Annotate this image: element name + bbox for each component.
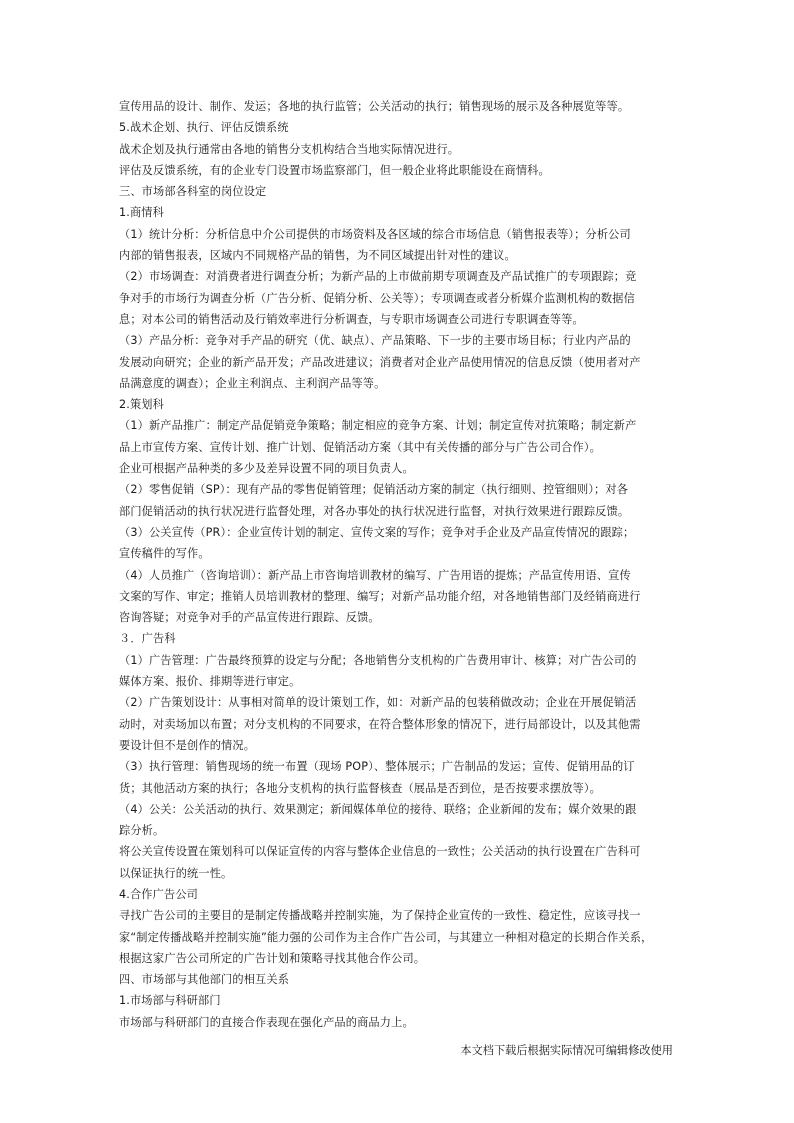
text-line: （1）统计分析：分析信息中介公司提供的市场资料及各区域的综合市场信息（销售报表等）；分析公司: [119, 227, 631, 241]
text-line: （2）市场调查：对消费者进行调查分析；为新产品的上市做前期专项调查及产品试推广的专项跟踪；竞: [119, 270, 637, 284]
text-line: 以保证执行的统一性。: [119, 866, 233, 880]
section-heading: ３．广告科: [119, 632, 176, 646]
section-heading: 2.策划科: [119, 398, 164, 412]
text-line: （4）人员推广（咨询培训）：新产品上市咨询培训教材的编写、广告用语的提炼；产品宣传用语、宣传: [119, 568, 631, 582]
text-line: （2）广告策划设计：从事相对简单的设计策划工作，如：对新产品的包装稍做改动；企业在开展促销活: [119, 696, 637, 710]
text-line: 宣传稿件的写作。: [119, 547, 210, 561]
text-line: 媒体方案、报价、排期等进行审定。: [119, 675, 301, 689]
text-line: 咨询答疑；对竞争对手的产品宣传进行跟踪、反馈。: [119, 611, 380, 625]
text-line: 品满意度的调查）；企业主利润点、主利润产品等等。: [119, 376, 386, 390]
text-line: （4）公关：公关活动的执行、效果测定；新闻媒体单位的接待、联络；企业新闻的发布；媒介效果的跟: [119, 802, 637, 816]
section-heading: 4.合作广告公司: [119, 887, 198, 901]
text-line: 内部的销售报表，区域内不同规格产品的销售，为不同区域提出针对性的建议。: [119, 249, 516, 263]
text-line: （1）广告管理：广告最终预算的设定与分配；各地销售分支机构的广告费用审计、核算；对广告公司的: [119, 653, 637, 667]
text-line: 发展动向研究；企业的新产品开发；产品改进建议；消费者对企业产品使用情况的信息反馈（使用者对产: [119, 355, 641, 369]
text-line: （2）零售促销（SP）：现有产品的零售促销管理；促销活动方案的制定（执行细则、控管细则）；对各: [119, 483, 629, 497]
text-line: 寻找广告公司的主要目的是制定传播战略并控制实施，为了保持企业宣传的一致性、稳定性，应该寻找一: [119, 909, 641, 923]
text-line: 根据这家广告公司所定的广告计划和策略寻找其他合作公司。: [119, 951, 426, 965]
text-line: 动时，对卖场加以布置；对分支机构的不同要求，在符合整体形象的情况下，进行局部设计，以及其他需: [119, 717, 641, 731]
text-line: 息；对本公司的销售活动及行销效率进行分析调查，与专职市场调查公司进行专职调查等等。: [119, 312, 584, 326]
text-line: 品上市宣传方案、宣传计划、推广计划、促销活动方案（其中有关传播的部分与广告公司合作）。: [119, 440, 601, 454]
text-line: （3）公关宣传（PR）：企业宣传计划的制定、宣传文案的写作；竞争对手企业及产品宣传情况的跟踪；: [119, 525, 635, 539]
text-line: 部门促销活动的执行状况进行监督处理，对各办事处的执行状况进行监督，对执行效果进行跟踪反馈。: [119, 504, 630, 518]
text-line: 文案的写作、审定；推销人员培训教材的整理、编写；对新产品功能介绍，对各地销售部门及经销商进行: [119, 589, 641, 603]
text-line: 货；其他活动方案的执行；各地分支机构的执行监督核查（展品是否到位，是否按要求摆放等）。: [119, 781, 601, 795]
text-line: （1）新产品推广：制定产品促销竞争策略；制定相应的竞争方案、计划；制定宣传对抗策略；制定新产: [119, 419, 637, 433]
text-line: 争对手的市场行为调查分析（广告分析、促销分析、公关等）；专项调查或者分析媒介监测机构的数据信: [119, 291, 635, 305]
text-line: 企业可根据产品种类的多少及差异设置不同的项目负责人。: [119, 462, 414, 476]
text-line: 市场部与科研部门的直接合作表现在强化产品的商品力上。: [119, 1015, 414, 1029]
text-line: （3）产品分析：竞争对手产品的研究（优、缺点）、产品策略、下一步的主要市场目标；行业内产品的: [119, 334, 631, 348]
document-body: [119, 96, 679, 1033]
section-heading: 三、市场部各科室的岗位设定: [119, 185, 267, 199]
section-heading: 1.商情科: [119, 206, 164, 220]
text-line: 战术企划及执行通常由各地的销售分支机构结合当地实际情况进行。: [119, 142, 460, 156]
text-line: （3）执行管理：销售现场的统一布置（现场 POP）、整体展示；广告制品的发运；宣传、促销用品的订: [119, 760, 635, 774]
text-line: 宣传用品的设计、制作、发运；各地的执行监管；公关活动的执行；销售现场的展示及各种展览等等。: [119, 100, 630, 113]
text-line: 家“制定传播战略并控制实施”能力强的公司作为主合作广告公司，与其建立一种相对稳定的长期合作关系，: [119, 930, 653, 944]
section-heading: 四、市场部与其他部门的相互关系: [119, 973, 290, 987]
section-heading: 5.战术企划、执行、评估反馈系统: [119, 121, 289, 135]
text-line: 踪分析。: [119, 824, 165, 838]
text-line: 将公关宣传设置在策划科可以保证宣传的内容与整体企业信息的一致性；公关活动的执行设置在广告科可: [119, 845, 641, 859]
footer-note: 本文档下载后根据实际情况可编辑修改使用: [460, 1044, 673, 1057]
section-heading: 1.市场部与科研部门: [119, 994, 221, 1008]
text-line: 要设计但不是创作的情况。: [119, 738, 256, 752]
text-line: 评估及反馈系统，有的企业专门设置市场监察部门，但一般企业将此职能设在商情科。: [119, 163, 550, 177]
